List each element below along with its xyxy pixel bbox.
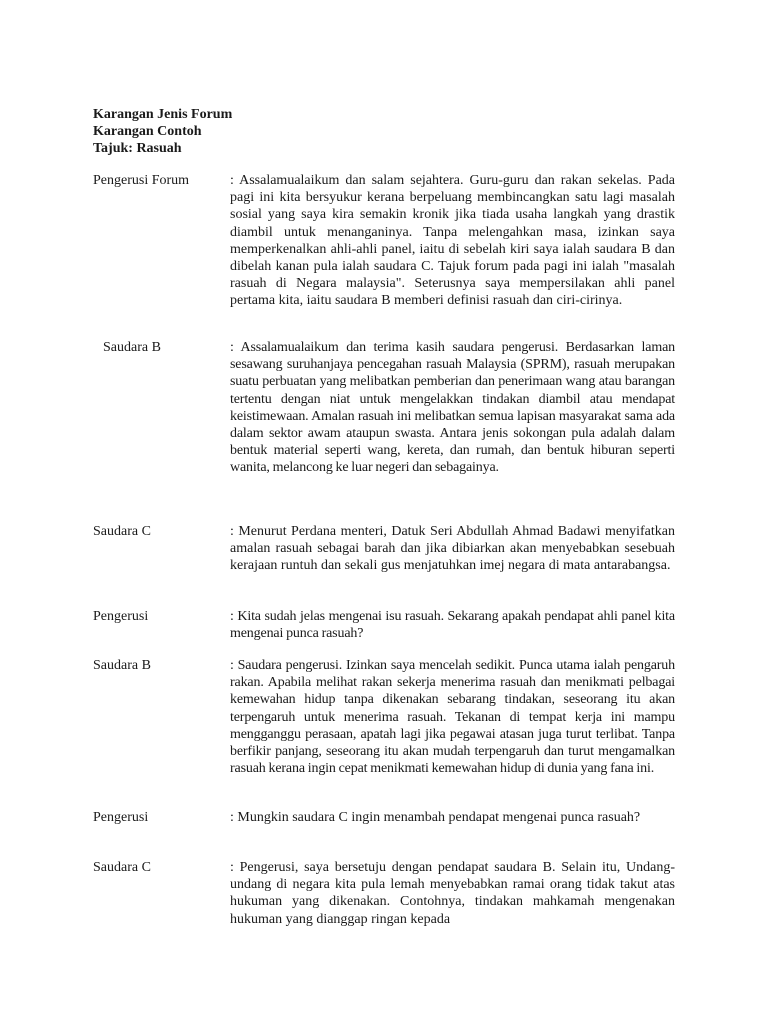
speaker-label: Saudara B (103, 340, 161, 355)
speech-text: : Kita sudah jelas mengenai isu rasuah. Sekarang apakah pendapat ahli panel kita mengenai punca rasuah? (230, 609, 675, 642)
speaker-label: Saudara C (93, 860, 151, 875)
speech-text: : Assalamualaikum dan salam sejahtera. Guru-guru dan rakan sekelas. Pada pagi ini kita bersyukur kerana berpeluang membincangkan satu lagi masalah sosial yang saya kira semakin kronik jika tiada usaha langkah yang drastik diambil untuk menanganinya. Tanpa melengahkan masa, izinkan saya memperkenalkan ahli-ahli panel, iaitu di sebelah kiri saya ialah saudara B dan dibelah kanan pula ialah saudara C. Tajuk forum pada pagi ini ialah "masalah rasuah di Negara malaysia". Seterusnya saya mempersilakan ahli panel pertama kita, iaitu saudara B memberi definisi rasuah dan ciri-cirinya. (230, 173, 675, 309)
speech-text: : Mungkin saudara C ingin menambah pendapat mengenai punca rasuah? (230, 810, 641, 825)
speech-text: : Saudara pengerusi. Izinkan saya mencelah sedikit. Punca utama ialah pengaruh rakan. Apabila melihat rakan sekerja menerima rasuah dan menikmati pelbagai kemewahan hidup tanpa dikenakan sebarang tindakan, seseorang itu akan terpengaruh untuk menerima rasuah. Tekanan di tempat kerja ini mampu mengganggu perasaan, apatah lagi jika pegawai atasan juga turut terlibat. Tanpa berfikir panjang, seseorang itu akan mudah terpengaruh dan turut mengamalkan rasuah kerana ingin cepat menikmati kemewahan hidup di dunia yang fana ini. (230, 658, 675, 777)
speech-text: : Assalamualaikum dan terima kasih saudara pengerusi. Berdasarkan laman sesawang suruhanjaya pencegahan rasuah Malaysia (SPRM), rasuah merupakan suatu perbuatan yang melibatkan pemberian dan penerimaan wang atau barangan tertentu dengan niat untuk mengelakkan tindakan diambil atau mendapat keistimewaan. Amalan rasuah ini melibatkan semua lapisan masyarakat sama ada dalam sektor awam ataupun swasta. Antara jenis sokongan pula adalah dalam bentuk material seperti wang, kereta, dan rumah, dan bentuk hiburan seperti wanita, melancong ke luar negeri dan sebagainya. (230, 340, 675, 476)
speaker-label: Pengerusi (93, 810, 149, 825)
speaker-label: Saudara B (93, 658, 151, 673)
essay-type-heading: Karangan Jenis Forum (93, 107, 233, 122)
speaker-label: Pengerusi (93, 609, 149, 624)
speech-text: : Menurut Perdana menteri, Datuk Seri Abdullah Ahmad Badawi menyifatkan amalan rasuah sebagai barah dan jika dibiarkan akan menyebabkan sesebuah kerajaan runtuh dan sekali gus menjatuhkan imej negara di mata antarabangsa. (230, 524, 675, 574)
speaker-label: Saudara C (93, 524, 151, 539)
essay-topic-heading: Tajuk: Rasuah (93, 141, 182, 156)
speech-text: : Pengerusi, saya bersetuju dengan pendapat saudara B. Selain itu, Undang-undang di negara kita pula lemah menyebabkan ramai orang tidak takut atas hukuman yang dikenakan. Contohnya, tindakan mahkamah mengenakan hukuman yang dianggap ringan kepada (230, 860, 675, 927)
essay-example-heading: Karangan Contoh (93, 124, 202, 139)
speaker-label: Pengerusi Forum (93, 173, 190, 188)
document-header (93, 106, 493, 157)
